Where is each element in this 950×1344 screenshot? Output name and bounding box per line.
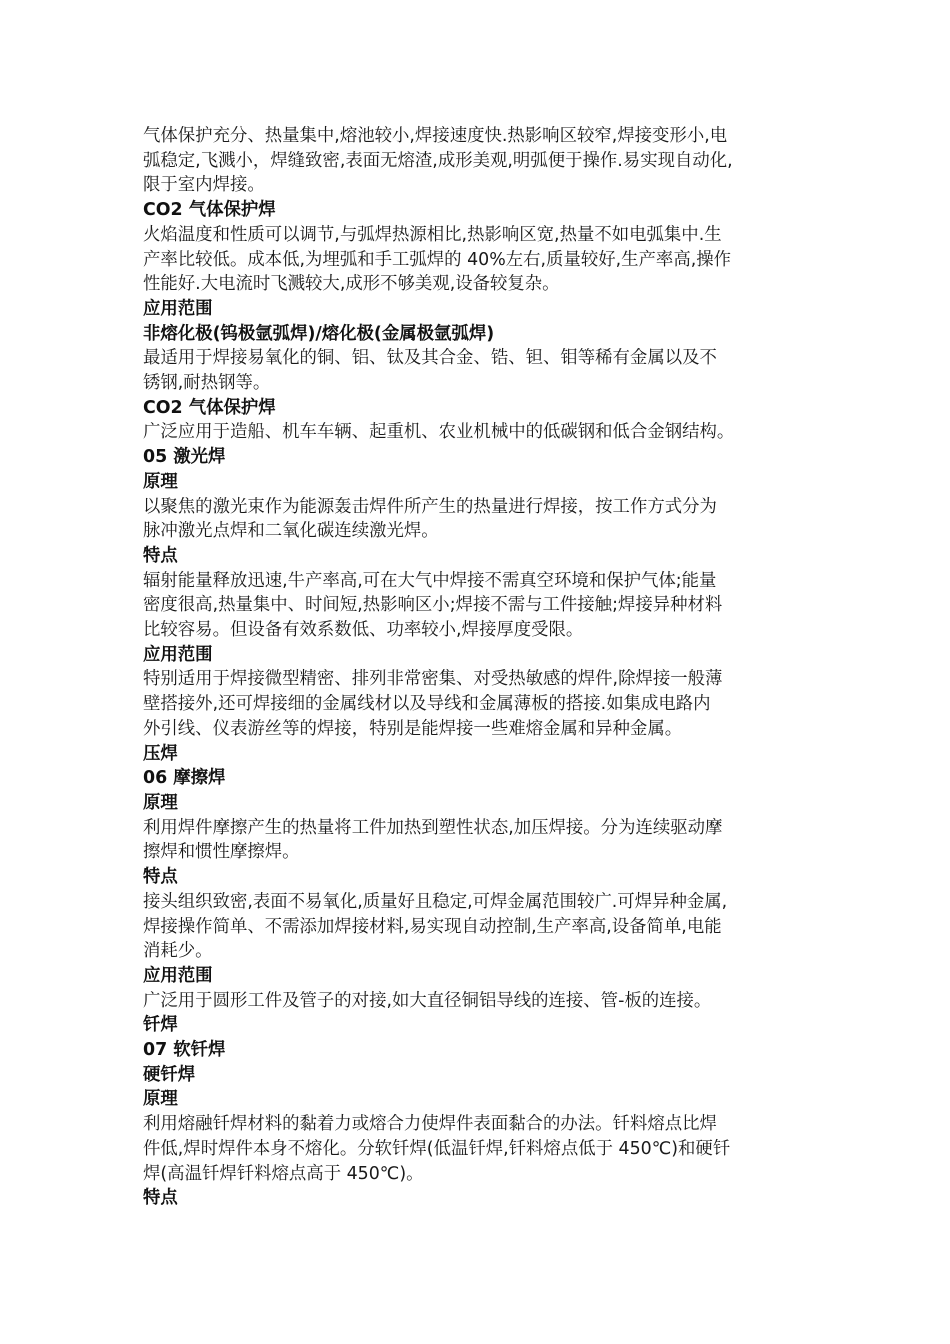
paragraph-line: 广泛用于圆形工件及管子的对接,如大直径铜铝导线的连接、管-板的连接。 — [143, 990, 712, 1011]
section-heading: 特点 — [143, 1188, 178, 1209]
paragraph-line: 焊接操作简单、不需添加焊接材料,易实现自动控制,生产率高,设备简单,电能 — [143, 916, 722, 937]
section-heading: CO2 气体保护焊 — [143, 200, 276, 221]
section-heading: 07 软钎焊 — [143, 1040, 226, 1061]
paragraph-line: 擦焊和惯性摩擦焊。 — [143, 842, 300, 863]
section-heading: 应用范围 — [143, 298, 213, 319]
paragraph-line: 接头组织致密,表面不易氧化,质量好且稳定,可焊金属范围较广.可焊异种金属, — [143, 891, 728, 912]
section-heading: 钎焊 — [143, 1015, 178, 1036]
paragraph-line: 广泛应用于造船、机车车辆、起重机、农业机械中的低碳钢和低合金钢结构。 — [143, 422, 735, 443]
body-paragraph — [143, 667, 815, 741]
body-paragraph — [143, 569, 815, 643]
paragraph-line: 焊(高温钎焊钎料熔点高于 450℃)。 — [143, 1163, 424, 1184]
paragraph-line: 比较容易。但设备有效系数低、功率较小,焊接厚度受限。 — [143, 620, 584, 641]
paragraph-line: 限于室内焊接。 — [143, 175, 265, 196]
section-heading: 应用范围 — [143, 965, 213, 986]
paragraph-line: 火焰温度和性质可以调节,与弧焊热源相比,热影响区宽,热量不如电弧集中.生 — [143, 224, 722, 245]
body-paragraph — [143, 420, 815, 445]
body-paragraph — [143, 346, 815, 395]
section-heading: 原理 — [143, 1089, 178, 1110]
paragraph-line: 气体保护充分、热量集中,熔池较小,焊接速度快.热影响区较窄,焊接变形小,电 — [143, 126, 728, 146]
paragraph-line: 外引线、仪表游丝等的焊接，特别是能焊接一些难熔金属和异种金属。 — [143, 718, 683, 739]
body-paragraph — [143, 223, 815, 297]
paragraph-line: 壁搭接外,还可焊接细的金属线材以及导线和金属薄板的搭接.如集成电路内 — [143, 694, 711, 715]
paragraph-line: 最适用于焊接易氧化的铜、铝、钛及其合金、锆、钽、钼等稀有金属以及不 — [143, 348, 717, 369]
section-heading: 原理 — [143, 471, 178, 492]
paragraph-line: 利用焊件摩擦产生的热量将工件加热到塑性状态,加压焊接。分为连续驱动摩 — [143, 817, 723, 838]
body-paragraph — [143, 1112, 815, 1186]
paragraph-line: 脉冲激光点焊和二氧化碳连续激光焊。 — [143, 521, 439, 542]
document-page — [143, 124, 815, 1211]
section-heading: 特点 — [143, 545, 178, 566]
section-heading: 06 摩擦焊 — [143, 768, 226, 789]
paragraph-line: 弧稳定,飞溅小，焊缝致密,表面无熔渣,成形美观,明弧便于操作.易实现自动化, — [143, 150, 733, 171]
paragraph-line: 利用熔融钎焊材料的黏着力或熔合力使焊件表面黏合的办法。钎料熔点比焊 — [143, 1114, 717, 1135]
paragraph-line: 辐射能量释放迅速,牛产率高,可在大气中焊接不需真空环境和保护气体;能量 — [143, 570, 717, 591]
section-heading: CO2 气体保护焊 — [143, 397, 276, 418]
body-paragraph — [143, 890, 815, 964]
section-heading: 压焊 — [143, 743, 178, 764]
paragraph-line: 产率比较低。成本低,为埋弧和手工弧焊的 40%左右,质量较好,生产率高,操作 — [143, 249, 732, 270]
section-heading: 原理 — [143, 792, 178, 813]
paragraph-line: 特别适用于焊接微型精密、排列非常密集、对受热敏感的焊件,除焊接一般薄 — [143, 669, 723, 690]
body-paragraph — [143, 124, 815, 198]
paragraph-line: 性能好.大电流时飞溅较大,成形不够美观,设备较复杂。 — [143, 274, 560, 295]
paragraph-line: 件低,焊时焊件本身不熔化。分软钎焊(低温钎焊,钎料熔点低于 450℃)和硬钎 — [143, 1138, 731, 1159]
section-heading: 应用范围 — [143, 644, 213, 665]
body-paragraph — [143, 989, 815, 1014]
body-paragraph — [143, 495, 815, 544]
section-heading: 硬钎焊 — [143, 1064, 196, 1085]
paragraph-line: 锈钢,耐热钢等。 — [143, 373, 271, 394]
paragraph-line: 以聚焦的激光束作为能源轰击焊件所产生的热量进行焊接，按工作方式分为 — [143, 496, 717, 517]
section-heading: 特点 — [143, 867, 178, 888]
paragraph-line: 密度很高,热量集中、时间短,热影响区小;焊接不需与工件接触;焊接异种材料 — [143, 595, 723, 616]
paragraph-line: 消耗少。 — [143, 941, 213, 962]
section-heading: 非熔化极(钨极氩弧焊)/熔化极(金属极氩弧焊) — [143, 323, 495, 344]
body-paragraph — [143, 816, 815, 865]
section-heading: 05 激光焊 — [143, 447, 226, 468]
